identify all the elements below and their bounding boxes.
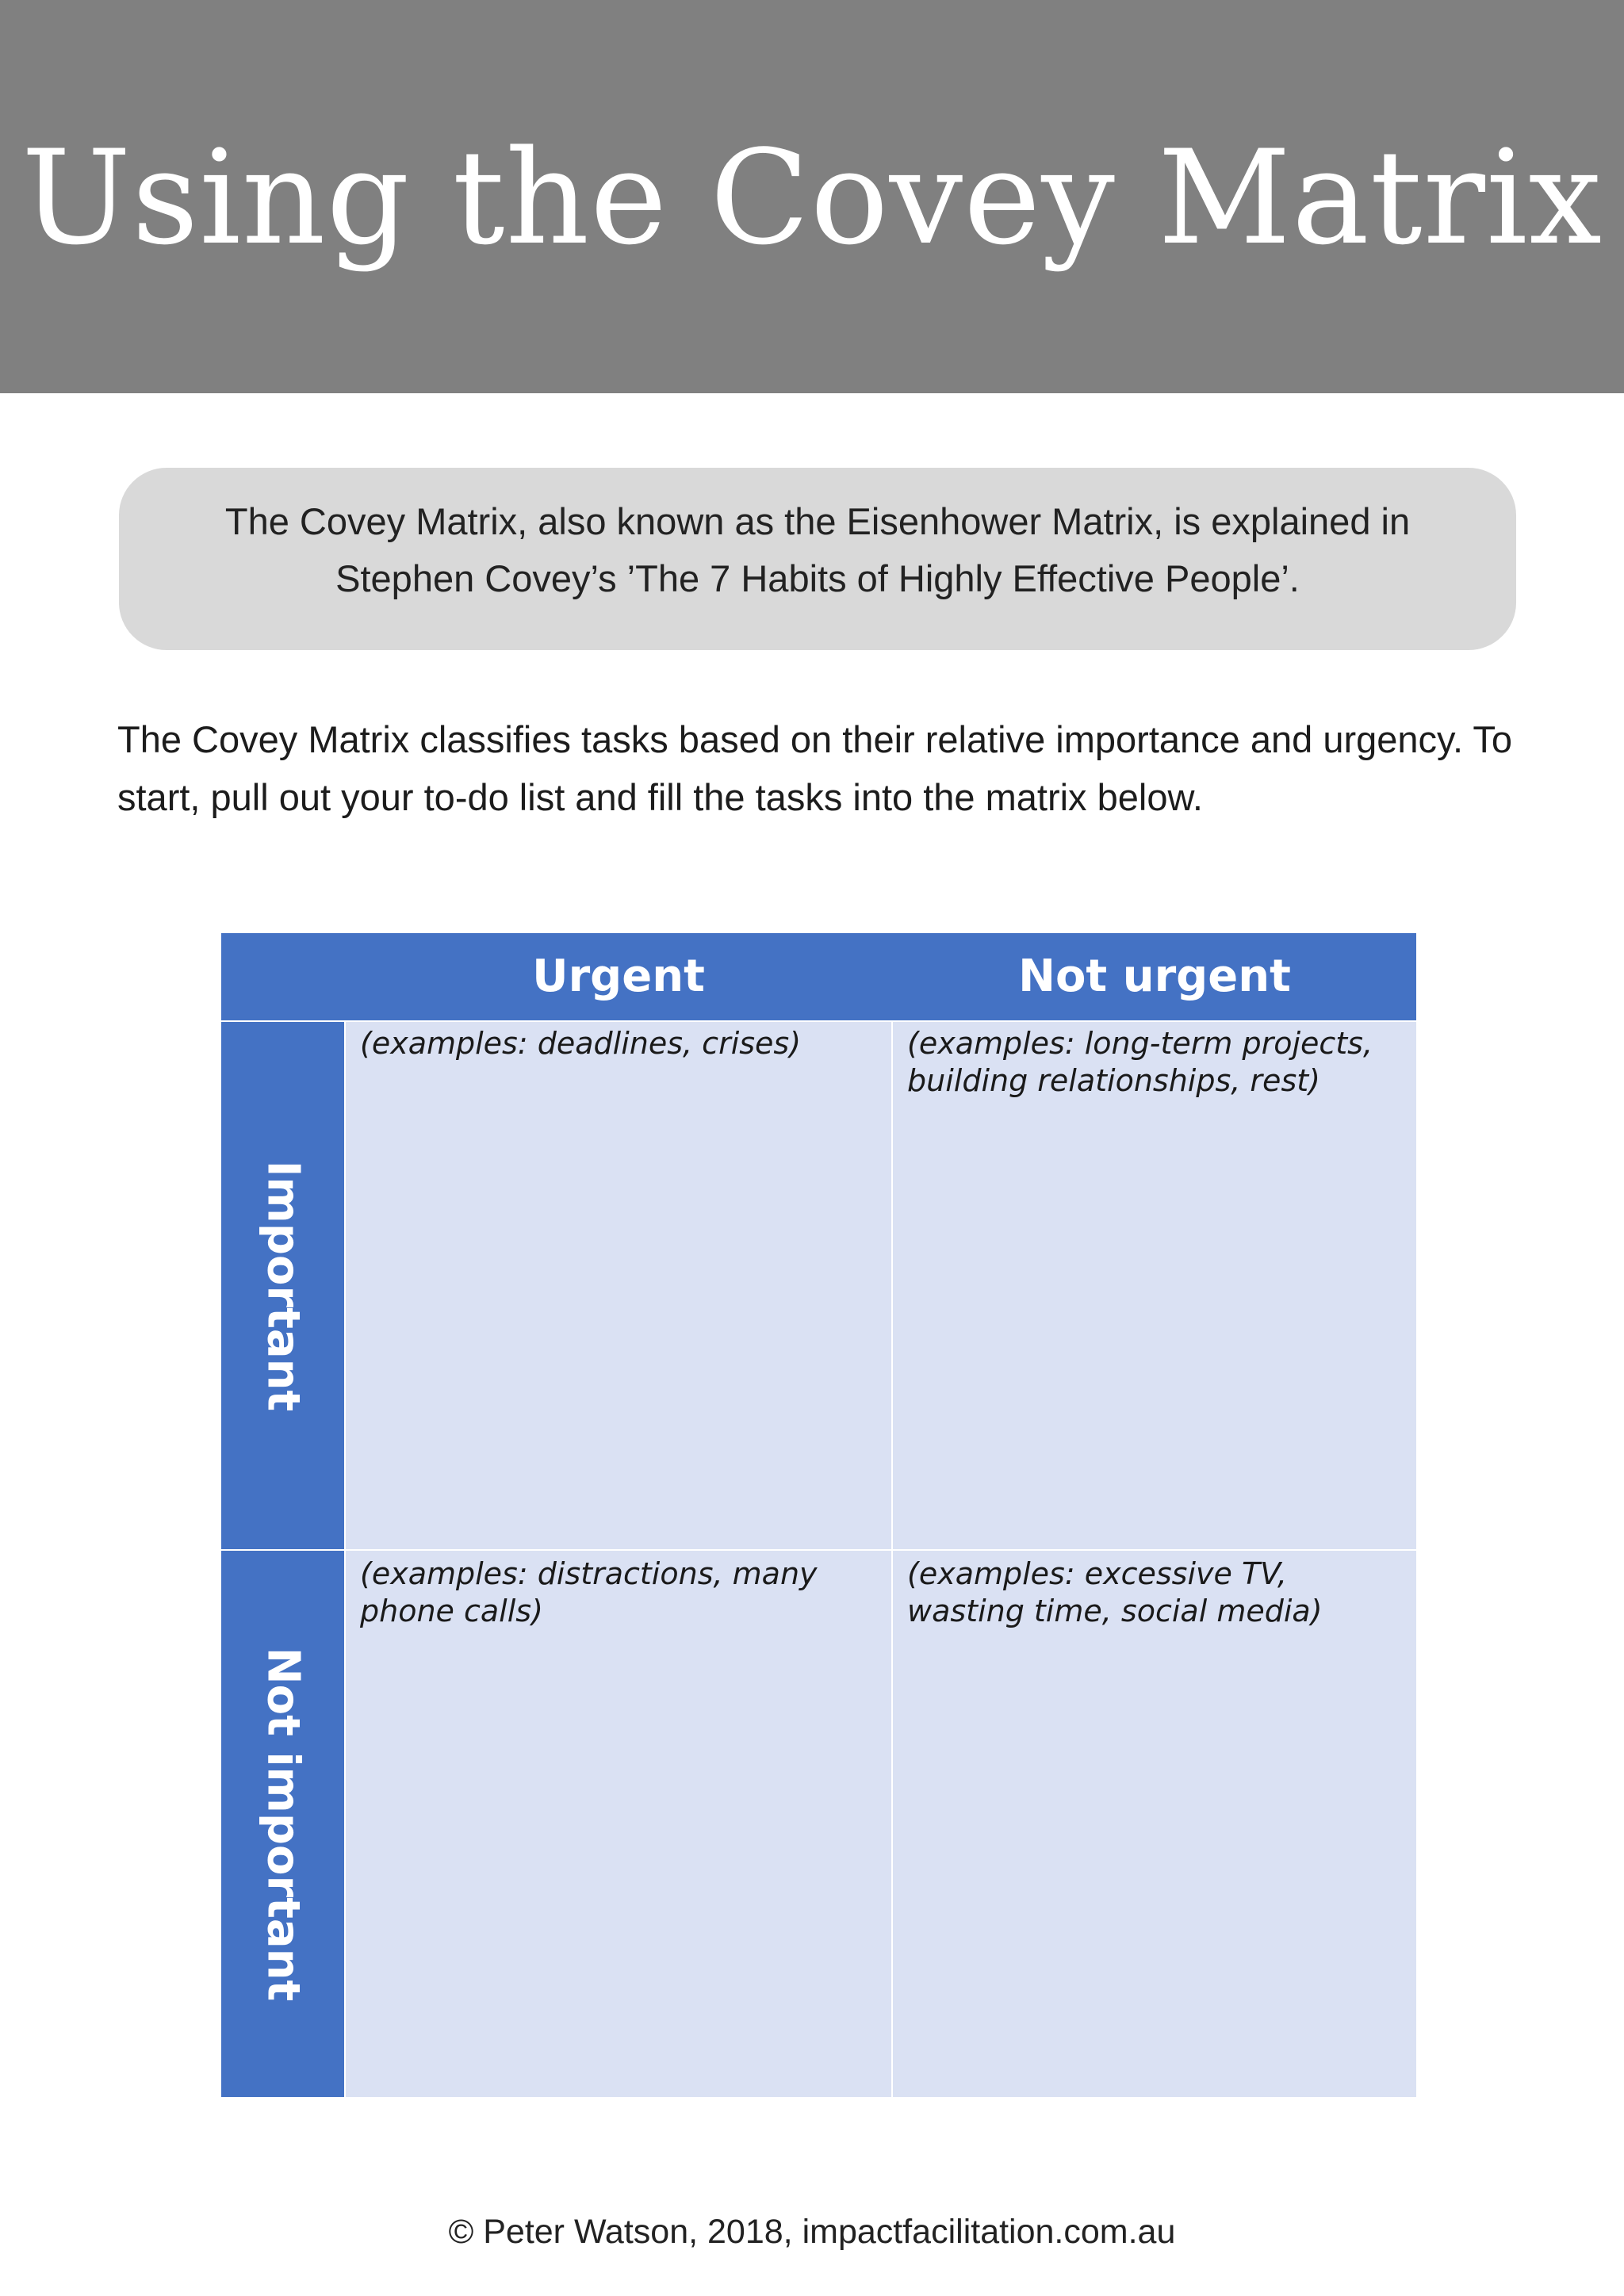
cell-important-urgent[interactable] xyxy=(346,1022,891,1549)
cell-important-not-urgent-examples: (examples: long-term projects, building relationships, rest) xyxy=(907,1026,1373,1098)
intro-line-1: The Covey Matrix, also known as the Eisenhower Matrix, is explained in xyxy=(224,500,1411,542)
row-header-important xyxy=(221,1022,344,1549)
cell-important-not-urgent[interactable] xyxy=(893,1022,1416,1549)
covey-matrix xyxy=(221,933,1416,2097)
column-header-urgent: Urgent xyxy=(532,951,705,1002)
cell-important-urgent-examples: (examples: deadlines, crises) xyxy=(360,1026,802,1061)
cell-not-important-not-urgent-examples: (examples: excessive TV, wasting time, social media) xyxy=(907,1556,1323,1628)
cell-not-important-urgent-examples: (examples: distractions, many phone calls) xyxy=(360,1556,818,1628)
footer-copyright: © Peter Watson, 2018, impactfacilitation.com.au xyxy=(448,2213,1176,2251)
intro-line-2: Stephen Covey’s ’The 7 Habits of Highly Effective People’. xyxy=(335,557,1300,599)
column-header-not-urgent: Not urgent xyxy=(1018,951,1291,1002)
row-header-not-important-label: Not important xyxy=(257,1647,308,2001)
cell-not-important-urgent[interactable] xyxy=(346,1551,891,2097)
row-header-not-important xyxy=(221,1551,344,2097)
body-paragraph: The Covey Matrix classifies tasks based on their relative importance and urgency. To start, pull out your to-do list and fill the tasks into the matrix below. xyxy=(117,718,1512,818)
page-title: Using the Covey Matrix xyxy=(21,122,1603,274)
row-header-important-label: Important xyxy=(257,1160,308,1411)
cell-not-important-not-urgent[interactable] xyxy=(893,1551,1416,2097)
intro-callout xyxy=(119,468,1516,650)
